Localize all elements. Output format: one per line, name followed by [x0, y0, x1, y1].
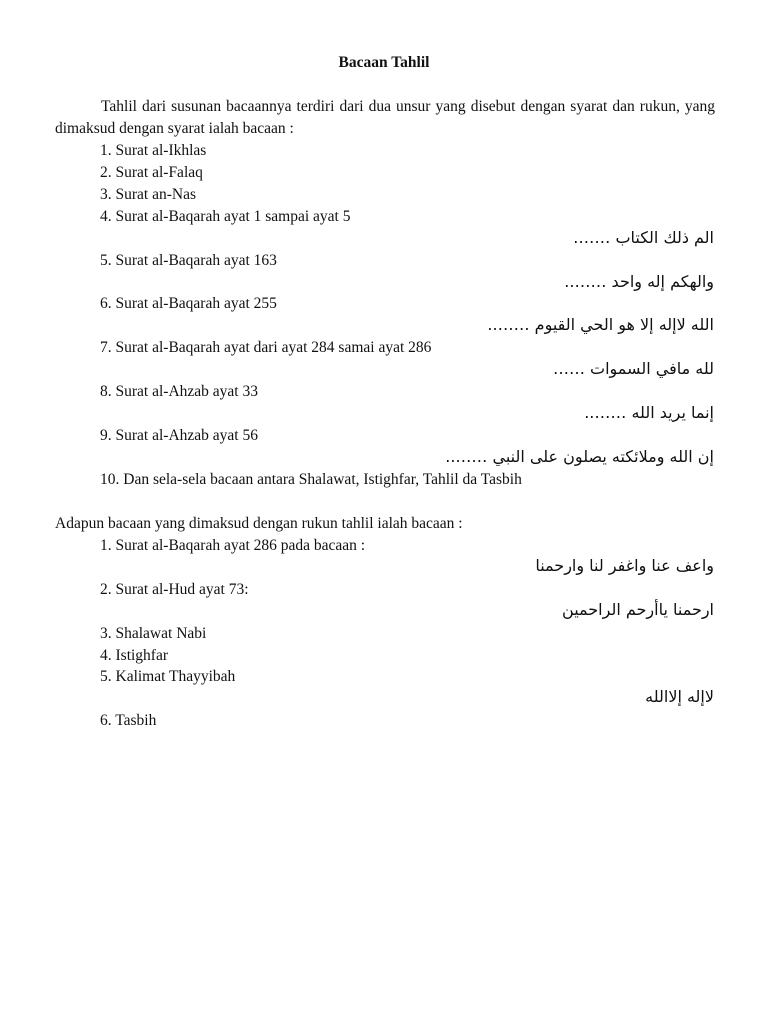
rukun-item-5: 5. Kalimat Thayyibah: [100, 668, 236, 685]
syarat-item-8: 8. Surat al-Ahzab ayat 33: [100, 383, 258, 400]
syarat-item-3: 3. Surat an-Nas: [100, 186, 196, 203]
arabic-verse-2: والهكم إله واحد ……..: [564, 272, 714, 291]
intro-text: Tahlil dari susunan bacaannya terdiri dari dua unsur yang disebut dengan syarat dan rukun, yang dimaksud dengan syarat ialah bacaan :: [55, 98, 715, 137]
syarat-item-7: 7. Surat al-Baqarah ayat dari ayat 284 samai ayat 286: [100, 339, 432, 356]
syarat-item-5: 5. Surat al-Baqarah ayat 163: [100, 252, 277, 269]
syarat-item-6: 6. Surat al-Baqarah ayat 255: [100, 295, 277, 312]
arabic-verse-3: الله لاإله إلا هو الحي القيوم ……..: [487, 315, 714, 334]
syarat-item-4: 4. Surat al-Baqarah ayat 1 sampai ayat 5: [100, 208, 351, 225]
syarat-item-10: 10. Dan sela-sela bacaan antara Shalawat, Istighfar, Tahlil da Tasbih: [100, 471, 522, 488]
arabic-verse-5: إنما يريد الله ……..: [584, 403, 714, 422]
rukun-intro: Adapun bacaan yang dimaksud dengan rukun tahlil ialah bacaan :: [55, 515, 463, 532]
intro-paragraph: [55, 96, 715, 140]
rukun-item-1: 1. Surat al-Baqarah ayat 286 pada bacaan :: [100, 537, 366, 554]
arabic-verse-1: الم ذلك الكتاب …….: [573, 228, 714, 247]
arabic-rukun-3: لاإله إلاالله: [645, 687, 714, 706]
rukun-item-3: 3. Shalawat Nabi: [100, 625, 207, 642]
arabic-rukun-2: ارحمنا ياأرحم الراحمين: [562, 600, 714, 619]
arabic-rukun-1: واعف عنا واغفر لنا وارحمنا: [535, 556, 714, 575]
syarat-item-1: 1. Surat al-Ikhlas: [100, 142, 207, 159]
syarat-item-9: 9. Surat al-Ahzab ayat 56: [100, 427, 258, 444]
arabic-verse-6: إن الله وملائكته يصلون على النبي ……..: [445, 447, 714, 466]
rukun-item-4: 4. Istighfar: [100, 647, 169, 664]
document-title: Bacaan Tahlil: [338, 54, 430, 71]
arabic-verse-4: لله مافي السموات ……: [552, 359, 714, 378]
rukun-item-6: 6. Tasbih: [100, 712, 157, 729]
rukun-item-2: 2. Surat al-Hud ayat 73:: [100, 581, 249, 598]
syarat-item-2: 2. Surat al-Falaq: [100, 164, 203, 181]
